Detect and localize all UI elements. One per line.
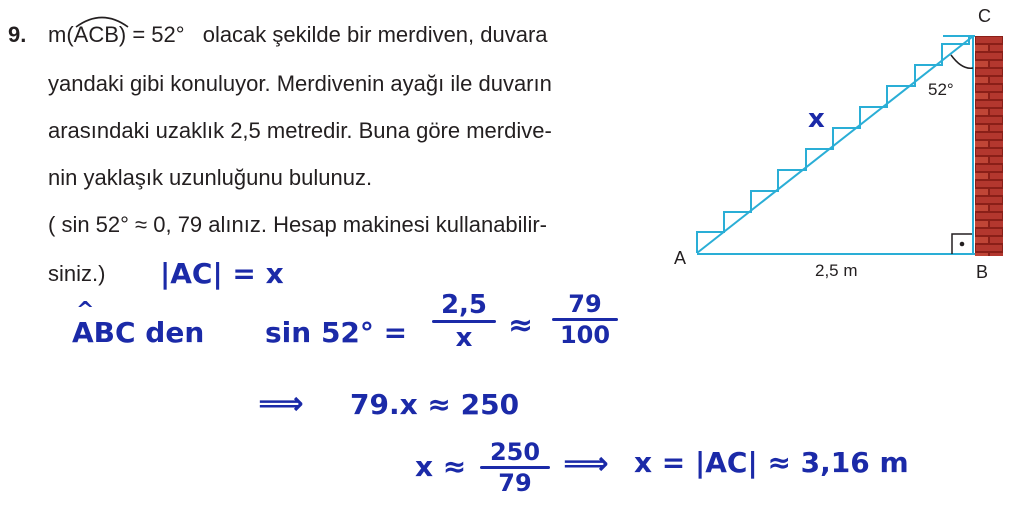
hand-sin-eq: sin 52° = (265, 316, 408, 349)
frac1-num: 2,5 (440, 290, 488, 320)
arc-symbol-icon (74, 14, 130, 28)
angle-acb: ACB (74, 22, 119, 48)
brick-wall (975, 36, 1003, 256)
angle-label: 52° (928, 80, 954, 99)
hand-implies-1: ⟹ (258, 384, 304, 422)
angle-prefix: m( (48, 22, 74, 47)
hand-approx-1: ≈ (508, 308, 534, 343)
vertex-a-label: A (674, 248, 687, 268)
problem-line-3: arasındaki uzaklık 2,5 metredir. Buna göre merdive- (48, 118, 552, 143)
problem-line-1-text: olacak şekilde bir merdiven, duvara (202, 22, 548, 47)
ladder-figure (660, 0, 1024, 290)
hand-given: |AC| = x (160, 257, 284, 290)
ladder-line (697, 37, 972, 253)
right-angle-dot-icon (960, 242, 965, 247)
frac1-den: x (455, 323, 473, 353)
hand-frac-3 (480, 438, 550, 497)
hat-icon: ^ (76, 298, 95, 323)
vertex-b-label: B (976, 262, 989, 282)
problem-line-5: ( sin 52° ≈ 0, 79 alınız. Hesap makinesi kullanabilir- (48, 212, 547, 237)
problem-line-6: siniz.) (48, 261, 106, 286)
hand-implies-2: ⟹ (563, 444, 609, 482)
hand-result: x = |AC| ≈ 3,16 m (634, 446, 909, 479)
frac3-den: 79 (498, 469, 532, 497)
hand-frac-1 (432, 290, 496, 353)
problem-line-4: nin yaklaşık uzunluğunu bulunuz. (48, 165, 373, 190)
frac3-num: 250 (489, 438, 541, 466)
angle-arc-icon (951, 55, 973, 68)
base-length-label: 2,5 m (815, 261, 858, 280)
hand-x-approx: x ≈ (415, 450, 467, 483)
problem-line-2: yandaki gibi konuluyor. Merdivenin ayağı ile duvarın (48, 71, 552, 96)
problem-line-1 (48, 22, 548, 48)
question-number: 9. (8, 22, 27, 47)
ladder-x-label: x (808, 104, 825, 134)
hand-from-abc: ^ ABC den (72, 298, 205, 349)
hand-step-2: 79.x ≈ 250 (350, 388, 520, 421)
hand-frac-2 (552, 290, 618, 349)
vertex-c-label: C (978, 6, 991, 26)
frac2-num: 79 (568, 290, 602, 318)
frac2-den: 100 (559, 321, 611, 349)
angle-value: ) = 52° (118, 22, 185, 47)
